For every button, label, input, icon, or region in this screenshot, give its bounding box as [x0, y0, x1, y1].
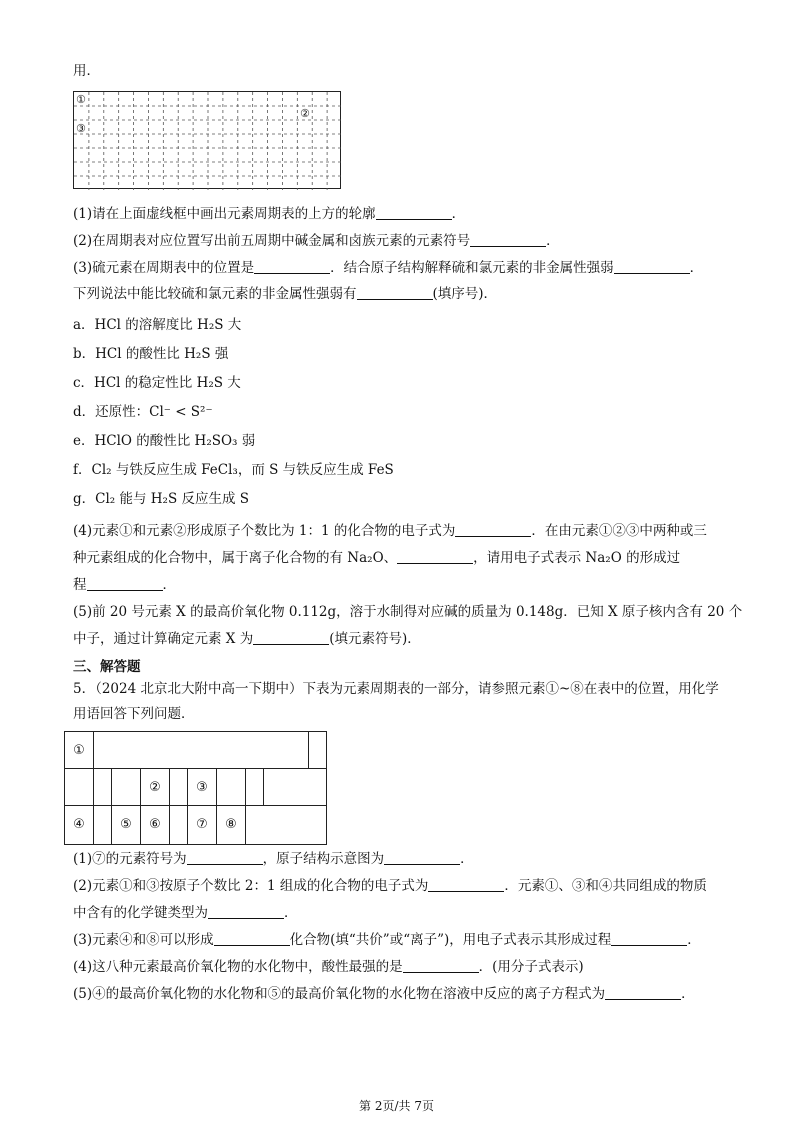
option-a: a．HCl 的溶解度比 H₂S 大 [73, 317, 242, 333]
q5-part1-text-b: ，原子结构示意图为 [262, 851, 385, 867]
answer-blank[interactable] [614, 259, 690, 274]
answer-blank[interactable] [605, 985, 681, 1000]
dotted-grid-box [73, 91, 341, 189]
q4-part3-followup [73, 285, 497, 303]
answer-blank[interactable] [428, 877, 504, 892]
q4-part5-tail: (填元素符号)． [329, 631, 421, 647]
answer-blank[interactable] [403, 958, 479, 973]
grid-mark-3: ③ [76, 122, 86, 135]
q5-part2-text-a: (2)元素①和③按原子个数比 2：1 组成的化合物的电子式为 [73, 878, 429, 894]
table-cell-5: ⑤ [111, 805, 141, 845]
answer-blank[interactable] [397, 549, 473, 564]
table-cell-empty [308, 731, 327, 769]
option-b: b．HCl 的酸性比 H₂S 强 [73, 346, 229, 362]
q4-part2-text: (2)在周期表对应位置写出前五周期中碱金属和卤族元素的元素符号 [73, 233, 471, 249]
option-c: c．HCl 的稳定性比 H₂S 大 [73, 375, 241, 391]
q4-part4-text-e: 程 [73, 577, 87, 593]
answer-blank[interactable] [357, 285, 433, 300]
answer-blank[interactable] [208, 904, 284, 919]
table-cell-empty [111, 768, 141, 806]
q4-part2: (2)在周期表对应位置写出前五周期中碱金属和卤族元素的元素符号 ． [73, 233, 560, 249]
q5-part3-text-a: (3)元素④和⑧可以形成 [73, 932, 214, 948]
q4-part3-text-c: 下列说法中能比较硫和氯元素的非金属性强弱有 [73, 286, 357, 302]
answer-blank[interactable] [187, 850, 263, 865]
q5-part4 [73, 958, 584, 976]
q4-part4-text-b: ．在由元素①②③中两种或三 [531, 523, 707, 539]
q4-part1: (1)请在上面虚线框中画出元素周期表的上方的轮廓 ． [73, 206, 466, 222]
table-cell-2: ② [140, 768, 170, 806]
grid-mark-2: ② [300, 107, 310, 120]
q4-part4-line1 [73, 522, 707, 540]
q5-part5-text-a: (5)④的最高价氧化物的水化物和⑤的最高价氧化物的水化物在溶液中反应的离子方程式为 [73, 986, 606, 1002]
q4-part4-text-a: (4)元素①和元素②形成原子个数比为 1：1 的化合物的电子式为 [73, 523, 456, 539]
table-cell-empty [245, 805, 327, 845]
q5-part5: (5)④的最高价氧化物的水化物和⑤的最高价氧化物的水化物在溶液中反应的离子方程式为 ． [73, 986, 695, 1002]
answer-blank[interactable] [214, 931, 290, 946]
table-cell-6: ⑥ [140, 805, 170, 845]
page-footer: 第 2页/共 7页 [359, 1099, 434, 1113]
q5-part3: (3)元素④和⑧可以形成 化合物(填“共价”或“离子”)，用电子式表示其形成过程 ． [73, 932, 701, 948]
answer-blank[interactable] [455, 522, 531, 537]
table-cell-empty [64, 768, 94, 806]
table-cell-3: ③ [187, 768, 217, 806]
q4-part5-text-b: 中子，通过计算确定元素 X 为 [73, 631, 254, 647]
table-cell-empty [216, 768, 246, 806]
q5-stem-line2: 用语回答下列问题． [73, 706, 195, 722]
answer-blank[interactable] [376, 205, 452, 220]
answer-blank[interactable] [611, 931, 687, 946]
option-g: g．Cl₂ 能与 H₂S 反应生成 S [73, 491, 250, 507]
q4-part3: (3)硫元素在周期表中的位置是 ．结合原子结构解释硫和氯元素的非金属性强弱 ． [73, 260, 704, 276]
q4-part1-text: (1)请在上面虚线框中画出元素周期表的上方的轮廓 [73, 206, 376, 222]
answer-blank[interactable] [470, 232, 546, 247]
q4-part3-text-b: ．结合原子结构解释硫和氯元素的非金属性强弱 [330, 260, 614, 276]
q4-part4-line3: 程 ． [73, 577, 176, 593]
table-cell-4: ④ [64, 805, 94, 845]
table-cell-empty [263, 768, 327, 806]
option-e: e．HClO 的酸性比 H₂SO₃ 弱 [73, 433, 256, 449]
answer-blank[interactable] [87, 576, 163, 591]
q4-part4-text-d: ，请用电子式表示 Na₂O 的形成过 [473, 550, 681, 566]
table-cell-empty [93, 731, 309, 769]
q4-part4-line2 [73, 549, 680, 567]
table-cell-1: ① [64, 731, 94, 769]
q5-part4-text-b: ．(用分子式表示) [478, 959, 584, 975]
q5-part2-text-b: ．元素①、③和④共同组成的物质 [504, 878, 707, 894]
answer-blank[interactable] [253, 630, 329, 645]
option-d: d．还原性：Cl⁻ < S²⁻ [73, 404, 213, 420]
option-f: f．Cl₂ 与铁反应生成 FeCl₃，而 S 与铁反应生成 FeS [73, 462, 394, 478]
q5-part1-text-a: (1)⑦的元素符号为 [73, 851, 187, 867]
table-cell-7: ⑦ [187, 805, 217, 845]
section-title: 三、解答题 [73, 659, 141, 675]
q5-part2-text-c: 中含有的化学键类型为 [73, 905, 208, 921]
table-cell-empty [93, 768, 112, 806]
table-cell-empty [93, 805, 112, 845]
table-cell-empty [245, 768, 264, 806]
q4-part5-line2 [73, 630, 421, 648]
answer-blank[interactable] [384, 850, 460, 865]
table-cell-empty [169, 805, 188, 845]
q5-part4-text-a: (4)这八种元素最高价氧化物的水化物中，酸性最强的是 [73, 959, 403, 975]
grid-mark-1: ① [76, 93, 86, 106]
q4-part3-tail: (填序号)． [432, 286, 498, 302]
q5-part2-line2: 中含有的化学键类型为 ． [73, 905, 298, 921]
q4-part5-line1: (5)前 20 号元素 X 的最高价氧化物 0.112g，溶于水制得对应碱的质量为 0.148g．已知 X 原子核内含有 20 个 [73, 604, 743, 620]
q4-part4-text-c: 种元素组成的化合物中，属于离子化合物的有 Na₂O、 [73, 550, 398, 566]
q5-stem-line1: 5．（2024 北京北大附中高一下期中）下表为元素周期表的一部分，请参照元素①~⑧在表中的位置，用化学 [73, 681, 719, 697]
intro-tail: 用． [73, 63, 100, 79]
q5-part2-line1 [73, 877, 707, 895]
q5-part3-text-b: 化合物(填“共价”或“离子”)，用电子式表示其形成过程 [289, 932, 612, 948]
q5-part1: (1)⑦的元素符号为 ，原子结构示意图为 ． [73, 851, 474, 867]
answer-blank[interactable] [254, 259, 330, 274]
table-cell-empty [169, 768, 188, 806]
q4-part3-text-a: (3)硫元素在周期表中的位置是 [73, 260, 255, 276]
table-cell-8: ⑧ [216, 805, 246, 845]
